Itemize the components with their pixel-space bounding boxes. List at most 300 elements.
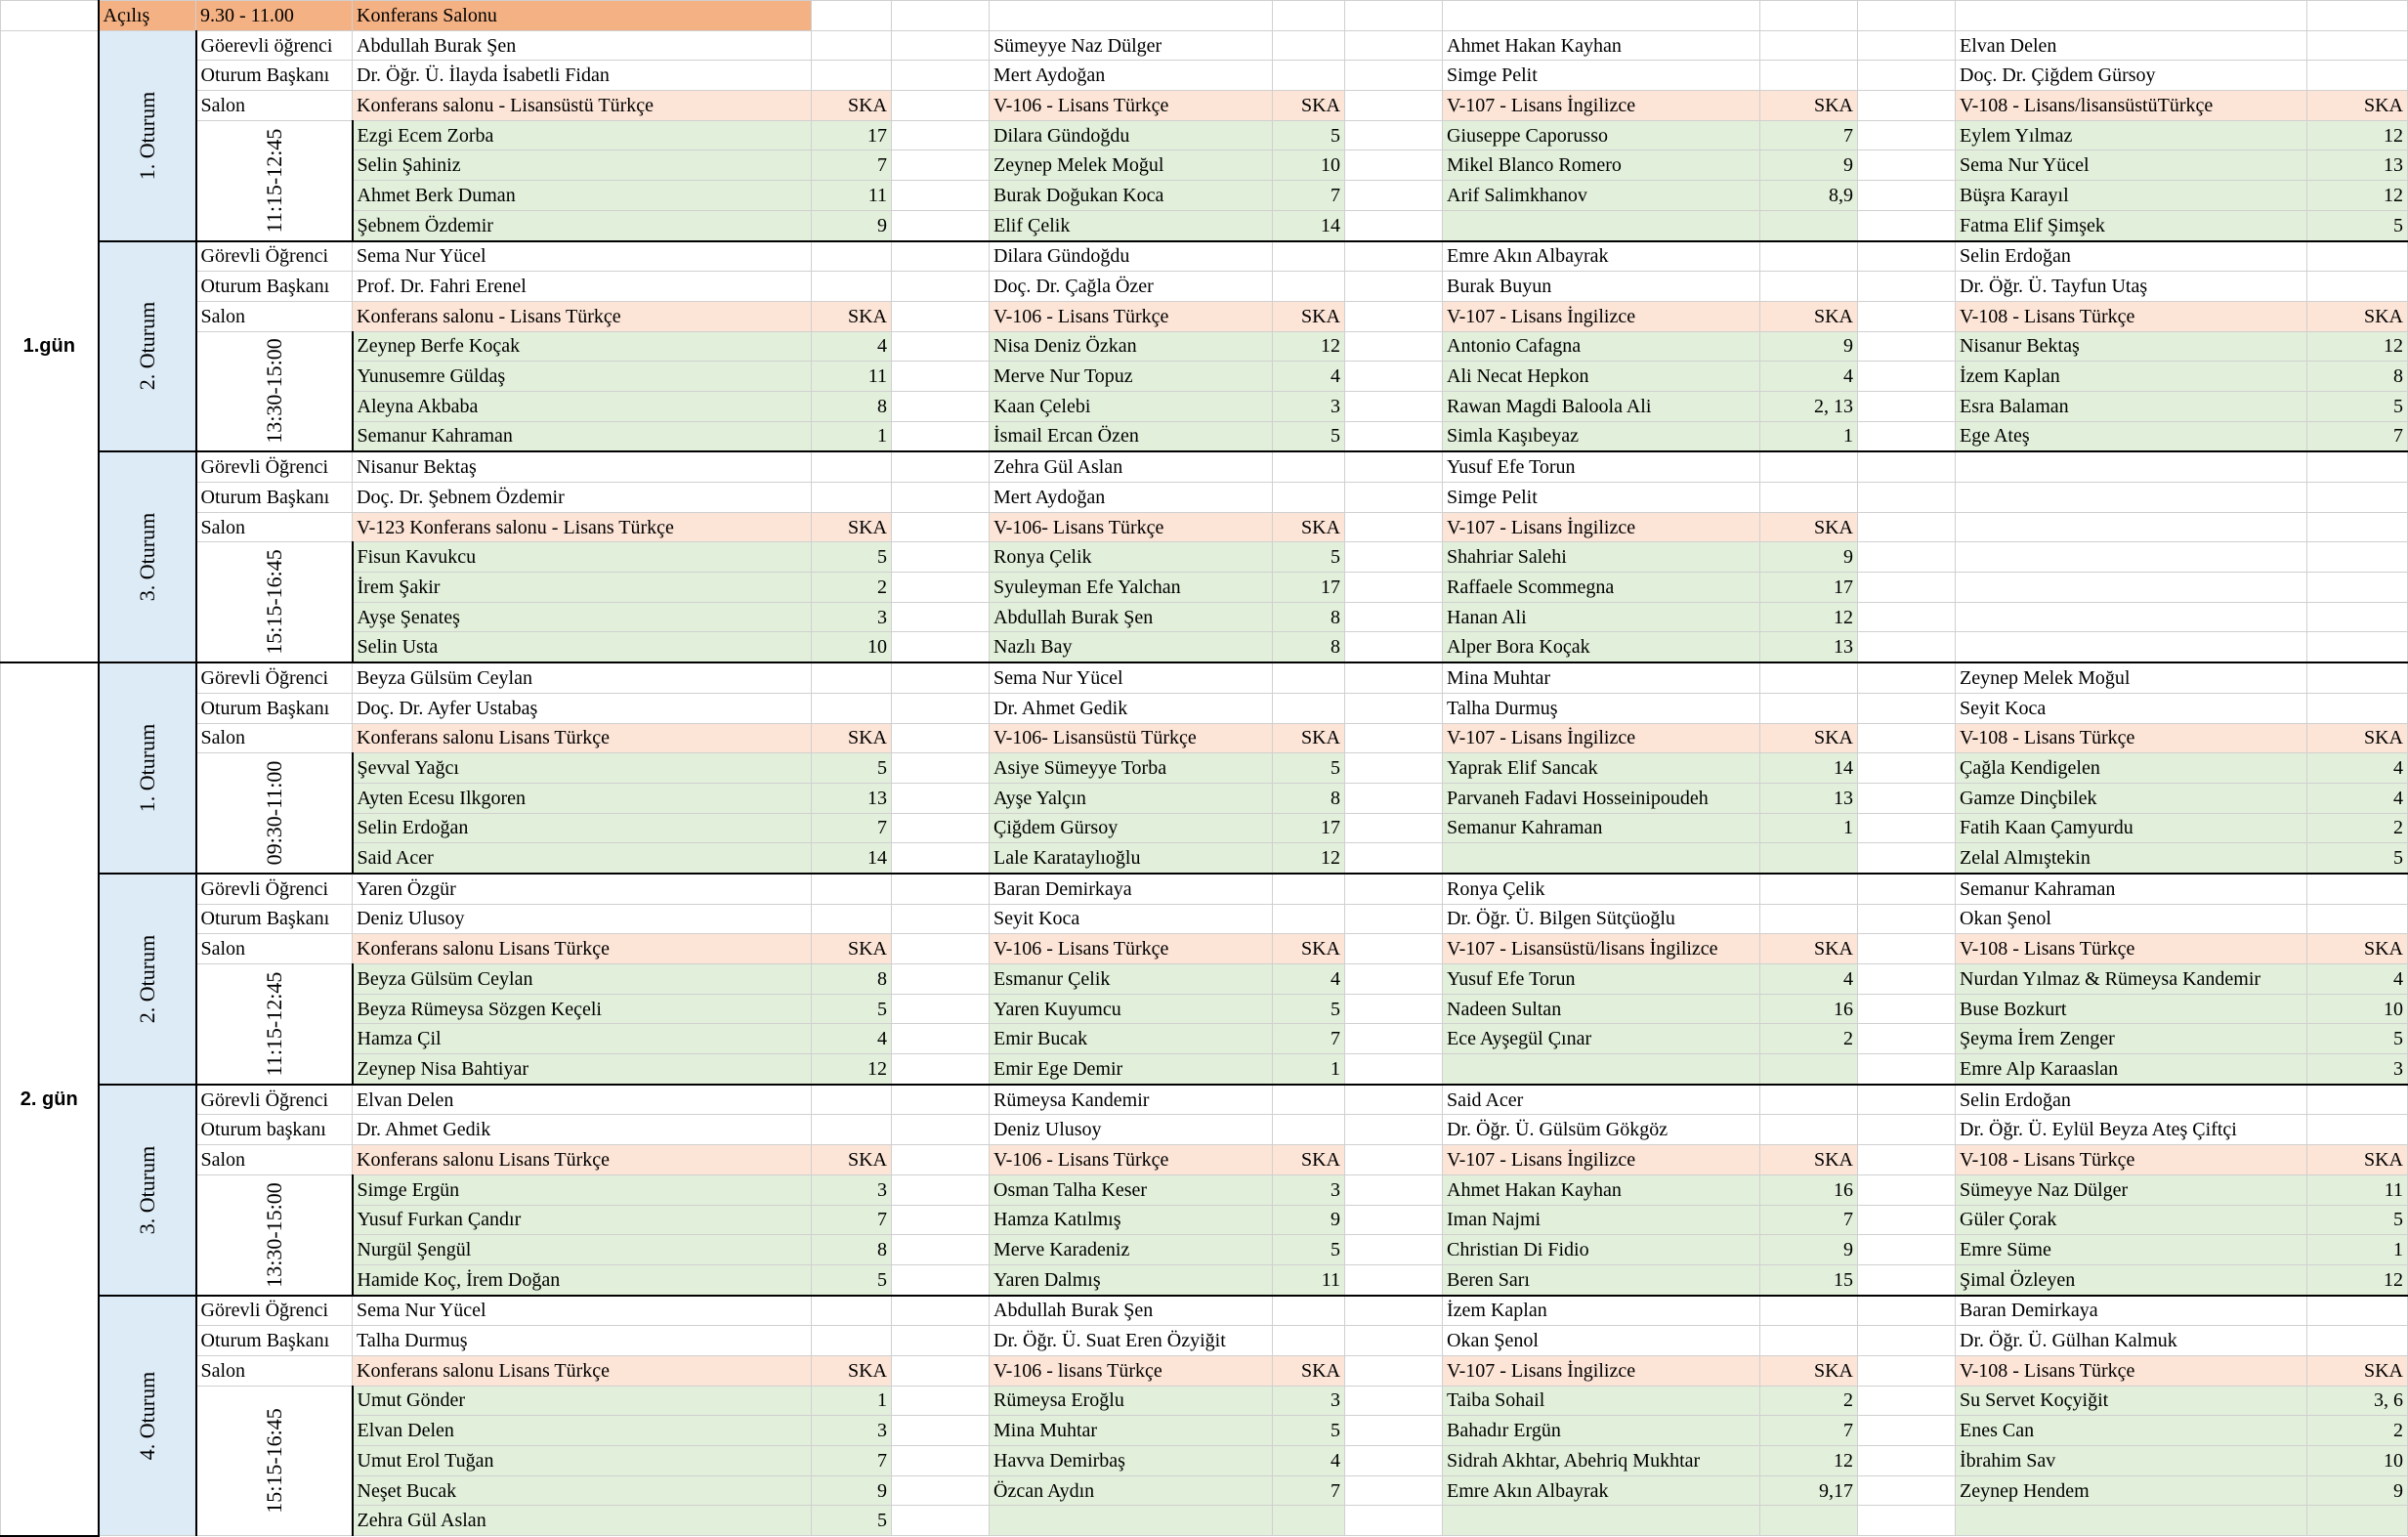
session-label xyxy=(99,1085,196,1296)
spacer-cell xyxy=(812,451,892,482)
gap-cell xyxy=(1345,783,1443,813)
gap-cell xyxy=(1345,662,1443,693)
room-student: Dilara Gündoğdu xyxy=(990,241,1273,272)
gap-cell xyxy=(892,934,990,964)
session-time-text: 11:15-12:45 xyxy=(261,128,286,233)
session-time xyxy=(196,1386,353,1535)
spacer-cell xyxy=(812,241,892,272)
session-time-text: 15:15-16:45 xyxy=(261,549,286,656)
room-chair: Burak Buyun xyxy=(1443,272,1760,302)
presenter-ska xyxy=(1760,1054,1858,1085)
room-student: Sema Nur Yücel xyxy=(990,662,1273,693)
room-chair: Simge Pelit xyxy=(1443,61,1760,91)
gap-cell xyxy=(1345,934,1443,964)
spacer-cell xyxy=(812,662,892,693)
gap-cell xyxy=(1858,1235,1956,1265)
gap-cell xyxy=(1345,1174,1443,1205)
day-label: 2. gün xyxy=(1,662,99,1535)
gap-cell xyxy=(1858,1115,1956,1145)
room-salon: V-107 - Lisans İngilizce xyxy=(1443,301,1760,331)
presenter-name: Arif Salimkhanov xyxy=(1443,181,1760,211)
gap-cell xyxy=(1858,904,1956,934)
presenter-name: Nurgül Şengül xyxy=(353,1235,812,1265)
chair-label: Oturum Başkanı xyxy=(196,1326,353,1356)
presenter-ska: 3 xyxy=(812,602,892,632)
ska-header: SKA xyxy=(1273,723,1345,753)
presenter-ska: 4 xyxy=(812,1024,892,1054)
presenter-ska: 5 xyxy=(2307,843,2408,874)
ska-header: SKA xyxy=(1273,1355,1345,1386)
room-salon: V-106 - Lisans Türkçe xyxy=(990,1145,1273,1175)
session-label xyxy=(99,451,196,662)
presenter-row xyxy=(1,602,2408,632)
chair-row xyxy=(1,693,2408,723)
gap-cell xyxy=(1345,573,1443,603)
presenter-name: Yaren Dalmış xyxy=(990,1264,1273,1295)
presenter-ska: 14 xyxy=(1760,753,1858,784)
room-chair: Seyit Koca xyxy=(990,904,1273,934)
day-label: 1.gün xyxy=(1,30,99,662)
gap-cell xyxy=(1345,1115,1443,1145)
chair-row xyxy=(1,1115,2408,1145)
gap-cell xyxy=(1345,1506,1443,1536)
presenter-row xyxy=(1,331,2408,362)
presenter-name: Yaren Kuyumcu xyxy=(990,994,1273,1024)
presenter-name: Osman Talha Keser xyxy=(990,1174,1273,1205)
gap-cell xyxy=(892,362,990,392)
ska-header: SKA xyxy=(812,301,892,331)
presenter-name: Zeynep Melek Moğul xyxy=(990,150,1273,181)
salon-label: Salon xyxy=(196,934,353,964)
presenter-name: Fatih Kaan Çamyurdu xyxy=(1956,813,2307,843)
room-chair: Talha Durmuş xyxy=(353,1326,812,1356)
presenter-ska: 7 xyxy=(2307,421,2408,451)
spacer-cell xyxy=(812,1115,892,1145)
presenter-name: Zeynep Nisa Bahtiyar xyxy=(353,1054,812,1085)
presenter-ska: 4 xyxy=(1273,1446,1345,1476)
spacer-cell xyxy=(812,483,892,513)
room-salon: Konferans salonu Lisans Türkçe xyxy=(353,1355,812,1386)
ska-header: SKA xyxy=(1760,512,1858,542)
presenter-ska: 4 xyxy=(1760,362,1858,392)
opening-label: Açılış xyxy=(99,1,196,31)
gap-cell xyxy=(1345,994,1443,1024)
presenter-name: Hamide Koç, İrem Doğan xyxy=(353,1264,812,1295)
room-salon: V-106- Lisansüstü Türkçe xyxy=(990,723,1273,753)
gap-cell xyxy=(892,1024,990,1054)
room-chair: Dr. Öğr. Ü. Suat Eren Özyiğit xyxy=(990,1326,1273,1356)
presenter-ska: 4 xyxy=(1273,362,1345,392)
presenter-name xyxy=(1956,602,2307,632)
spacer-cell xyxy=(1760,904,1858,934)
presenter-ska xyxy=(1273,1506,1345,1536)
gap-cell xyxy=(1345,451,1443,482)
presenter-ska: 2 xyxy=(2307,1416,2408,1446)
gap-cell xyxy=(1858,61,1956,91)
presenter-ska xyxy=(2307,632,2408,662)
presenter-ska: 8 xyxy=(812,391,892,421)
presenter-name xyxy=(1956,573,2307,603)
presenter-ska: 5 xyxy=(1273,421,1345,451)
spacer-cell xyxy=(1273,30,1345,61)
gap-cell xyxy=(1858,331,1956,362)
room-chair: Talha Durmuş xyxy=(1443,693,1760,723)
gap-cell xyxy=(1345,1235,1443,1265)
gap-cell xyxy=(1345,241,1443,272)
presenter-row xyxy=(1,813,2408,843)
room-student: Beyza Gülsüm Ceylan xyxy=(353,662,812,693)
presenter-ska: 2, 13 xyxy=(1760,391,1858,421)
presenter-ska: 10 xyxy=(2307,1446,2408,1476)
presenter-name: Ahmet Berk Duman xyxy=(353,181,812,211)
presenter-ska: 4 xyxy=(2307,783,2408,813)
session-label-text: 1. Oturum xyxy=(134,91,159,180)
gap-cell xyxy=(892,120,990,150)
presenter-name: Enes Can xyxy=(1956,1416,2307,1446)
ska-header: SKA xyxy=(1273,91,1345,121)
presenter-row xyxy=(1,150,2408,181)
room-salon: V-106- Lisans Türkçe xyxy=(990,512,1273,542)
gap-cell xyxy=(1858,1475,1956,1506)
spacer-cell xyxy=(2307,272,2408,302)
presenter-ska: 1 xyxy=(2307,1235,2408,1265)
spacer-cell xyxy=(2307,1326,2408,1356)
room-student: Sema Nur Yücel xyxy=(353,1296,812,1326)
spacer-cell xyxy=(2307,30,2408,61)
presenter-row xyxy=(1,1054,2408,1085)
presenter-name: Ayşe Şenateş xyxy=(353,602,812,632)
room-student: Nisanur Bektaş xyxy=(353,451,812,482)
presenter-ska xyxy=(1760,843,1858,874)
presenter-row xyxy=(1,421,2408,451)
presenter-ska: 13 xyxy=(1760,632,1858,662)
ska-header: SKA xyxy=(2307,1355,2408,1386)
presenter-ska xyxy=(2307,573,2408,603)
ska-header: SKA xyxy=(812,1145,892,1175)
gap-cell xyxy=(892,1475,990,1506)
room-student: Zeynep Melek Moğul xyxy=(1956,662,2307,693)
presenter-name: Beren Sarı xyxy=(1443,1264,1760,1295)
ska-header xyxy=(2307,512,2408,542)
room-salon: Konferans salonu - Lisansüstü Türkçe xyxy=(353,91,812,121)
gap-cell xyxy=(1858,1446,1956,1476)
room-salon: V-106 - Lisans Türkçe xyxy=(990,301,1273,331)
gap-cell xyxy=(1858,1085,1956,1115)
spacer-cell xyxy=(1760,1326,1858,1356)
presenter-name: Güler Çorak xyxy=(1956,1205,2307,1235)
session-time-text: 11:15-12:45 xyxy=(261,971,286,1077)
gap-cell xyxy=(892,61,990,91)
session-label xyxy=(99,1296,196,1536)
gap-cell xyxy=(1858,1205,1956,1235)
gap-cell xyxy=(1858,30,1956,61)
presenter-name: Simla Kaşıbeyaz xyxy=(1443,421,1760,451)
presenter-name: Shahriar Salehi xyxy=(1443,542,1760,573)
presenter-name: Büşra Karayıl xyxy=(1956,181,2307,211)
presenter-ska: 14 xyxy=(1273,210,1345,240)
gap-cell xyxy=(1345,813,1443,843)
room-student: Sümeyye Naz Dülger xyxy=(990,30,1273,61)
presenter-name: Christian Di Fidio xyxy=(1443,1235,1760,1265)
student-row xyxy=(1,451,2408,482)
presenter-row xyxy=(1,632,2408,662)
presenter-row xyxy=(1,1475,2408,1506)
session-time-text: 09:30-11:00 xyxy=(261,760,286,866)
room-chair: Prof. Dr. Fahri Erenel xyxy=(353,272,812,302)
gap-cell xyxy=(892,662,990,693)
salon-row xyxy=(1,723,2408,753)
chair-label: Oturum Başkanı xyxy=(196,272,353,302)
session-label xyxy=(99,241,196,452)
presenter-name xyxy=(1956,1506,2307,1536)
room-salon xyxy=(1956,512,2307,542)
presenter-ska: 8 xyxy=(1273,602,1345,632)
presenter-name: Eylem Yılmaz xyxy=(1956,120,2307,150)
gap-cell xyxy=(892,30,990,61)
gap-cell xyxy=(1858,573,1956,603)
presenter-ska: 17 xyxy=(1273,573,1345,603)
presenter-ska: 5 xyxy=(2307,1205,2408,1235)
presenter-ska: 3 xyxy=(1273,1174,1345,1205)
presenter-row xyxy=(1,391,2408,421)
gap-cell xyxy=(1858,1024,1956,1054)
spacer-cell xyxy=(812,904,892,934)
presenter-row xyxy=(1,994,2408,1024)
room-salon: V-106 - Lisans Türkçe xyxy=(990,934,1273,964)
presenter-name: Ege Ateş xyxy=(1956,421,2307,451)
spacer-cell xyxy=(2307,693,2408,723)
spacer-cell xyxy=(812,874,892,904)
room-salon: V-106 - Lisans Türkçe xyxy=(990,91,1273,121)
room-salon: V-108 - Lisans Türkçe xyxy=(1956,301,2307,331)
chair-row xyxy=(1,61,2408,91)
presenter-name: Ece Ayşegül Çınar xyxy=(1443,1024,1760,1054)
session-label-text: 4. Oturum xyxy=(134,1371,159,1461)
spacer-cell xyxy=(1760,1296,1858,1326)
gap-cell xyxy=(1345,1416,1443,1446)
session-time xyxy=(196,120,353,240)
gap-cell xyxy=(1858,662,1956,693)
presenter-row xyxy=(1,542,2408,573)
presenter-ska: 5 xyxy=(812,753,892,784)
gap-cell xyxy=(1858,451,1956,482)
gap-cell xyxy=(892,272,990,302)
presenter-ska: 16 xyxy=(1760,1174,1858,1205)
room-student: Yaren Özgür xyxy=(353,874,812,904)
presenter-ska: 3 xyxy=(812,1416,892,1446)
gap-cell xyxy=(1858,241,1956,272)
presenter-ska xyxy=(1760,1506,1858,1536)
gap-cell xyxy=(1345,1386,1443,1416)
spacer-cell xyxy=(812,1085,892,1115)
ska-header: SKA xyxy=(812,1355,892,1386)
presenter-name xyxy=(1956,632,2307,662)
gap-cell xyxy=(892,1115,990,1145)
presenter-ska: 5 xyxy=(1273,1416,1345,1446)
spacer-cell xyxy=(2307,61,2408,91)
session-time xyxy=(196,753,353,874)
spacer-cell xyxy=(1760,272,1858,302)
room-student xyxy=(1956,451,2307,482)
gap-cell xyxy=(892,1326,990,1356)
gap-cell xyxy=(1345,904,1443,934)
room-chair: Doç. Dr. Şebnem Özdemir xyxy=(353,483,812,513)
presenter-ska: 8 xyxy=(812,1235,892,1265)
presenter-name: Ayten Ecesu Ilkgoren xyxy=(353,783,812,813)
presenter-ska: 3 xyxy=(1273,1386,1345,1416)
gap-cell xyxy=(1858,813,1956,843)
room-chair: Seyit Koca xyxy=(1956,693,2307,723)
room-salon: V-107 - Lisansüstü/lisans İngilizce xyxy=(1443,934,1760,964)
gap-cell xyxy=(1858,210,1956,240)
ska-header: SKA xyxy=(812,512,892,542)
presenter-name: Alper Bora Koçak xyxy=(1443,632,1760,662)
presenter-ska: 5 xyxy=(2307,210,2408,240)
room-chair: Deniz Ulusoy xyxy=(353,904,812,934)
presenter-name: Gamze Dinçbilek xyxy=(1956,783,2307,813)
presenter-ska: 12 xyxy=(1273,843,1345,874)
room-chair: Simge Pelit xyxy=(1443,483,1760,513)
student-row xyxy=(1,874,2408,904)
presenter-name xyxy=(1956,542,2307,573)
presenter-ska: 7 xyxy=(812,813,892,843)
presenter-ska: 9 xyxy=(1760,331,1858,362)
gap-cell xyxy=(1345,272,1443,302)
opening-place: Konferans Salonu xyxy=(353,1,812,31)
presenter-name: İbrahim Sav xyxy=(1956,1446,2307,1476)
opening-time: 9.30 - 11.00 xyxy=(196,1,353,31)
presenter-name: Çağla Kendigelen xyxy=(1956,753,2307,784)
presenter-row xyxy=(1,1174,2408,1205)
presenter-ska: 12 xyxy=(2307,181,2408,211)
gap-cell xyxy=(1345,1296,1443,1326)
gap-cell xyxy=(892,1506,990,1536)
gap-cell xyxy=(1858,512,1956,542)
presenter-ska: 11 xyxy=(812,362,892,392)
room-student: Baran Demirkaya xyxy=(1956,1296,2307,1326)
gap-cell xyxy=(892,241,990,272)
presenter-name: Sümeyye Naz Dülger xyxy=(1956,1174,2307,1205)
presenter-ska: 3, 6 xyxy=(2307,1386,2408,1416)
presenter-ska xyxy=(2307,1506,2408,1536)
presenter-ska: 7 xyxy=(1760,1416,1858,1446)
spacer-cell xyxy=(812,30,892,61)
session-time xyxy=(196,542,353,662)
presenter-name: Şeyma İrem Zenger xyxy=(1956,1024,2307,1054)
presenter-name: Selin Usta xyxy=(353,632,812,662)
room-salon: V-108 - Lisans Türkçe xyxy=(1956,934,2307,964)
spacer-cell xyxy=(1273,451,1345,482)
presenter-row xyxy=(1,120,2408,150)
room-student: Yusuf Efe Torun xyxy=(1443,451,1760,482)
room-chair: Dr. Öğr. Ü. Tayfun Utaş xyxy=(1956,272,2307,302)
gap-cell xyxy=(892,1296,990,1326)
presenter-ska: 13 xyxy=(812,783,892,813)
salon-row xyxy=(1,1145,2408,1175)
presenter-name: Ayşe Yalçın xyxy=(990,783,1273,813)
spacer-cell xyxy=(1273,693,1345,723)
gap-cell xyxy=(892,1235,990,1265)
gap-cell xyxy=(892,301,990,331)
presenter-name: Emre Akın Albayrak xyxy=(1443,1475,1760,1506)
presenter-ska xyxy=(1760,210,1858,240)
presenter-ska: 17 xyxy=(1760,573,1858,603)
salon-label: Salon xyxy=(196,1355,353,1386)
room-salon: V-108 - Lisans Türkçe xyxy=(1956,1355,2307,1386)
presenter-name: Esra Balaman xyxy=(1956,391,2307,421)
presenter-ska: 2 xyxy=(1760,1024,1858,1054)
presenter-ska: 1 xyxy=(1760,813,1858,843)
room-chair: Dr. Ahmet Gedik xyxy=(990,693,1273,723)
ska-header: SKA xyxy=(1273,1145,1345,1175)
presenter-ska: 4 xyxy=(1273,964,1345,995)
presenter-ska: 5 xyxy=(812,542,892,573)
gap-cell xyxy=(1858,120,1956,150)
presenter-name: Said Acer xyxy=(353,843,812,874)
presenter-name: Emir Ege Demir xyxy=(990,1054,1273,1085)
presenter-ska: 7 xyxy=(1760,1205,1858,1235)
presenter-ska: 1 xyxy=(812,421,892,451)
room-chair: Dr. Öğr. Ü. Gülhan Kalmuk xyxy=(1956,1326,2307,1356)
student-label: Görevli Öğrenci xyxy=(196,1296,353,1326)
gap-cell xyxy=(1858,181,1956,211)
presenter-name: Esmanur Çelik xyxy=(990,964,1273,995)
presenter-name: Hamza Çil xyxy=(353,1024,812,1054)
room-chair: Deniz Ulusoy xyxy=(990,1115,1273,1145)
presenter-ska: 9 xyxy=(1273,1205,1345,1235)
presenter-name: Antonio Cafagna xyxy=(1443,331,1760,362)
presenter-ska: 12 xyxy=(2307,331,2408,362)
gap-cell xyxy=(1858,783,1956,813)
gap-cell xyxy=(1858,91,1956,121)
gap-cell xyxy=(892,1085,990,1115)
presenter-ska: 9,17 xyxy=(1760,1475,1858,1506)
gap-cell xyxy=(1345,753,1443,784)
chair-row xyxy=(1,904,2408,934)
ska-header: SKA xyxy=(2307,91,2408,121)
gap-cell xyxy=(892,994,990,1024)
presenter-ska: 5 xyxy=(1273,1235,1345,1265)
room-salon: V-107 - Lisans İngilizce xyxy=(1443,723,1760,753)
gap-cell xyxy=(1345,362,1443,392)
gap-cell xyxy=(892,843,990,874)
gap-cell xyxy=(892,483,990,513)
presenter-name: Neşet Bucak xyxy=(353,1475,812,1506)
gap-cell xyxy=(1345,1446,1443,1476)
presenter-ska: 13 xyxy=(1760,783,1858,813)
gap-cell xyxy=(1858,1174,1956,1205)
gap-cell xyxy=(892,632,990,662)
presenter-name: Ahmet Hakan Kayhan xyxy=(1443,1174,1760,1205)
presenter-name: Nisa Deniz Özkan xyxy=(990,331,1273,362)
gap-cell xyxy=(892,904,990,934)
presenter-name: Fatma Elif Şimşek xyxy=(1956,210,2307,240)
room-student: Ahmet Hakan Kayhan xyxy=(1443,30,1760,61)
presenter-ska: 14 xyxy=(812,843,892,874)
gap-cell xyxy=(1345,602,1443,632)
presenter-name: Raffaele Scommegna xyxy=(1443,573,1760,603)
presenter-ska: 2 xyxy=(812,573,892,603)
presenter-ska: 9 xyxy=(1760,542,1858,573)
presenter-name: Emir Bucak xyxy=(990,1024,1273,1054)
presenter-ska: 7 xyxy=(1273,1475,1345,1506)
presenter-name: Mina Muhtar xyxy=(990,1416,1273,1446)
ska-header: SKA xyxy=(2307,934,2408,964)
gap-cell xyxy=(1858,1326,1956,1356)
presenter-name: Çiğdem Gürsoy xyxy=(990,813,1273,843)
spacer-cell xyxy=(2307,904,2408,934)
room-chair: Doç. Dr. Çağla Özer xyxy=(990,272,1273,302)
